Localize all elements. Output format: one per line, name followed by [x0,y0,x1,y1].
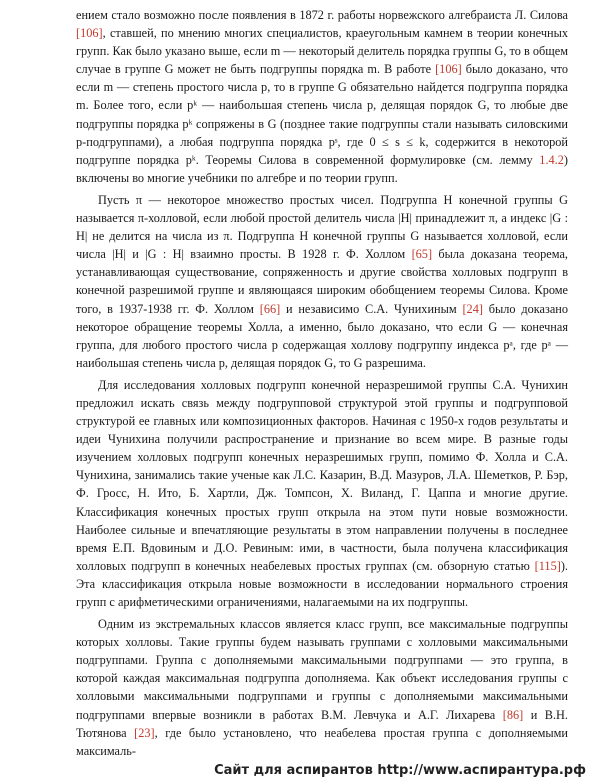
document-body [76,6,568,764]
text-run: , ставшей, по мнению многих специалистов, краеугольным камнем в теории конечных групп. Как было указано выше, если m — некоторый делитель порядка группы G, то в общем случае в группе G может не быть подгруппы порядка m. В работе [76,26,568,77]
text-run: Пусть π — некоторое множество простых чисел. Подгруппа H конечной группы G называется π-холловой, если любой простой делитель числа |H| принадлежит π, а индекс |G : H| не делится на числа из π. Подгруппа H конечной группы G называется холловой, если числа |H| и |G : H| взаимно просты. В 1928 г. Ф. Холлом [76,192,568,262]
citation-link[interactable]: [106] [76,26,103,41]
paragraph-4 [76,615,568,760]
citation-link[interactable]: [86] [502,707,524,722]
paragraph-1 [76,6,568,187]
text-run: ением стало возможно после появления в 1872 г. работы норвежского алгебраиста Л. Силова [76,8,568,22]
citation-link[interactable]: [106] [435,62,462,77]
text-run: ). Эта классификация открыла новые возможности в исследовании нормального строения групп с арифметическими ограничениями, налагаемыми на их подгруппы. [76,558,568,609]
text-run: и независимо С.А. Чунихиным [280,301,463,316]
citation-link[interactable]: [115] [534,558,561,573]
citation-link[interactable]: [66] [259,301,281,316]
text-run: ) включены во многие учебники по алгебре и по теории групп. [76,152,568,185]
paragraph-2 [76,191,568,372]
text-run: была доказана теорема, устанавливающая существование, сопряженность и другие свойства холловых подгрупп в конечной разрешимой группе и являющаяся широким обобщением теоремы Силова. Кроме того, в 1937-1938 гг. Ф. Холлом [76,247,568,316]
site-footer: Сайт для аспирантов http://www.аспирантура.рф [214,763,586,778]
text-run: , где было установлено, что неабелева простая группа с дополняемыми максималь- [76,725,568,758]
text-run: Для исследования холловых подгрупп конечной неразрешимой группы С.А. Чунихин предложил искать связь между подгрупповой структурой этой группы и подгрупповой структурой ее главных или композиционных факторов. Начиная с 1950-х годов результаты и идеи Чунихина получили распространение и признание во всем мире. В разные годы изучением холловых подгрупп конечных неразрешимых групп, помимо Ф. Холла и С.А. Чунихина, занимались такие ученые как Л.С. Казарин, В.Д. Мазуров, Л.А. Шеметков, Р. Бэр, Ф. Гросс, Н. Ито, Б. Хартли, Дж. Томпсон, Х. Виланд, Г. Цаппа и многие другие. Классификация конечных простых групп открыла на этом пути новые возможности. Наиболее сильные и впечатляющие результаты в этом направлении получены в последнее время Е.П. Вдовиным и Д.О. Ревиным: ими, в частности, была получена классификация холловых подгрупп в конечных неабелевых простых группах (см. обзорную статью [76,377,568,573]
citation-link[interactable]: [24] [462,301,483,316]
citation-link[interactable]: [65] [411,247,433,262]
text-run: было доказано, что если m — степень простого числа p, то в группе G обязательно найдется подгруппа порядка m. Более того, если pᵏ — наибольшая степень числа p, делящая порядок G, то любые две подгруппы порядка pᵏ сопряжены в G (позднее такие подгруппы стали называть силовскими p-подгруппами), а любая подгруппа порядка pˢ, где 0 ≤ s ≤ k, содержится в некоторой подгруппе порядка pᵏ. Теоремы Силова в современной формулировке (см. лемму [76,62,568,167]
citation-link[interactable]: 1.4.2 [539,152,564,167]
text-run: Одним из экстремальных классов является класс групп, все максимальные подгруппы которых холловы. Такие группы будем называть группами с холловыми максимальными подгруппами. Группа с дополняемыми максимальными подгруппами — это группа, в которой каждая максимальная подгруппа дополняема. Как объект исследования группы с холловыми максимальными подгруппами и группы с дополняемыми максимальными подгруппами впервые возникли в работах В.М. Левчука и А.Г. Лихарева [76,617,568,722]
citation-link[interactable]: [23] [134,725,155,740]
paragraph-3 [76,376,568,611]
text-run: и В.Н. Тютянова [76,707,568,740]
text-run: было доказано некоторое обращение теоремы Холла, а именно, было доказано, что если G — конечная группа, для любого простого числа p содержащая холлову подгруппу индекса pᵃ, где pᵃ — наибольшая степень числа p, делящая порядок G, то G разрешима. [76,301,569,370]
